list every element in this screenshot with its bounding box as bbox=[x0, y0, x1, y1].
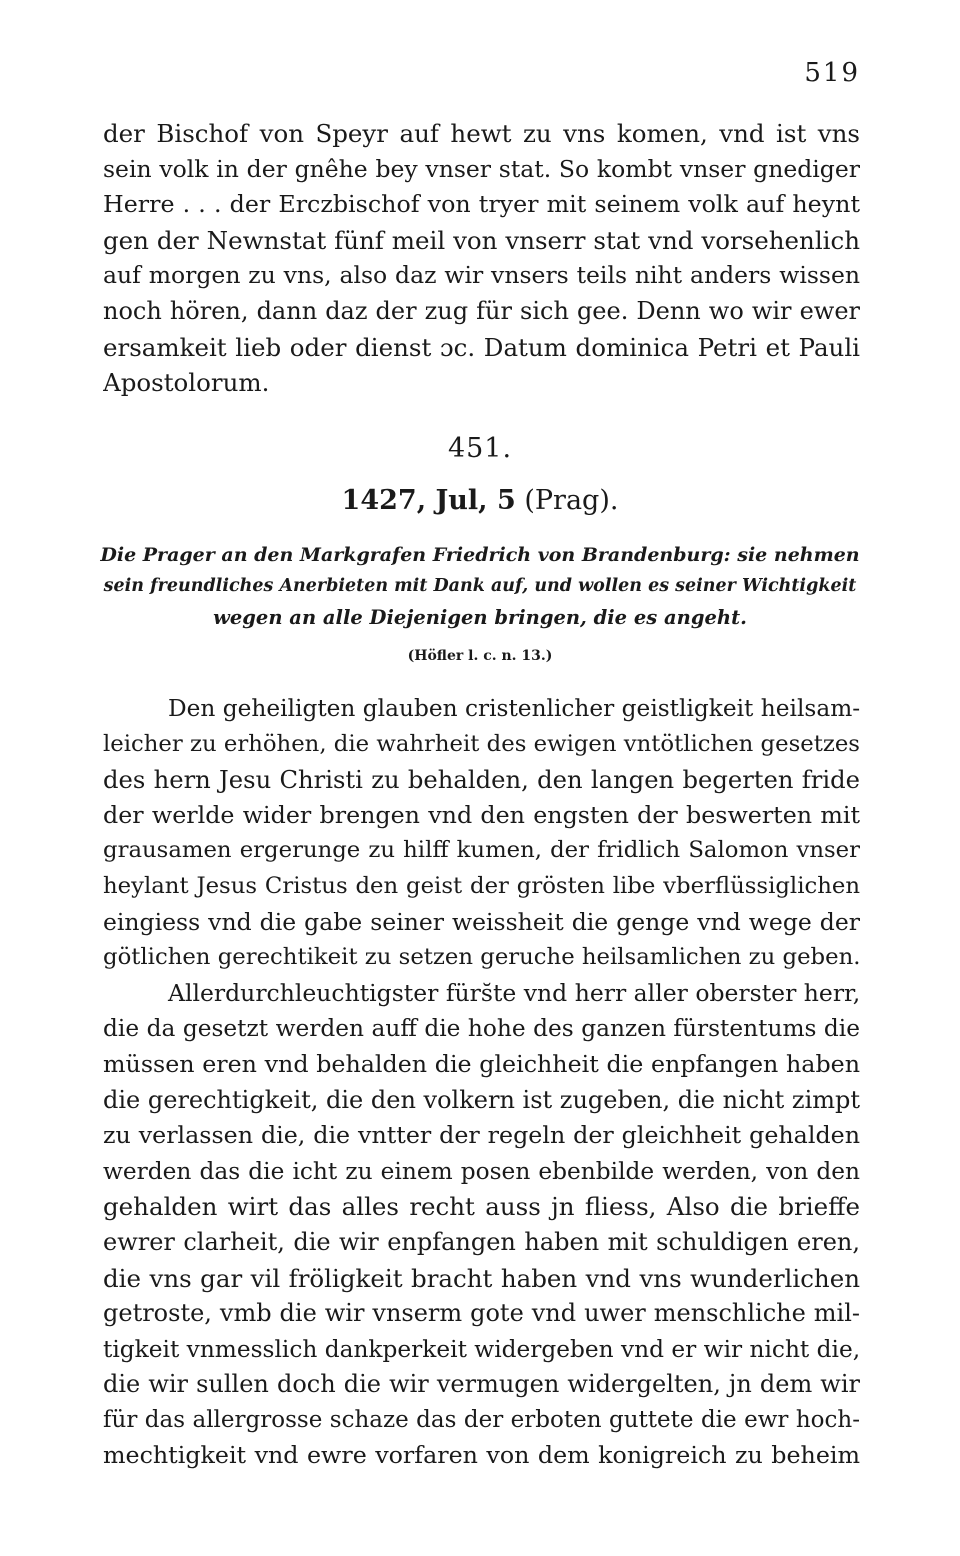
document-body bbox=[103, 691, 860, 1474]
text-line: der werlde wider brengen vnd den engsten der beswerten mit bbox=[103, 800, 860, 829]
document-summary bbox=[100, 540, 860, 633]
summary-line: wegen an alle Diejenigen bringen, die es angeht. bbox=[213, 606, 747, 629]
text-line: die da gesetzt werden auff die hohe des ganzen fürstentums die bbox=[103, 1015, 860, 1043]
text-line: sein volk in der gnêhe bey vnser stat. So kombt vnser gnediger bbox=[103, 154, 860, 183]
text-line: für das allergrosse schaze das der erboten guttete die ewr hoch- bbox=[103, 1406, 860, 1433]
text-line: zu verlassen die, die vntter der regeln der gleichheit gehalden bbox=[103, 1121, 860, 1150]
document-number: 451. bbox=[447, 433, 513, 464]
text-line: der Bischof von Speyr auf hewt zu vns komen, vnd ist vns bbox=[103, 119, 860, 148]
text-line: ersamkeit lieb oder dienst ɔc. Datum dominica Petri et Pauli bbox=[103, 332, 860, 362]
previous-document-ending bbox=[103, 116, 860, 401]
text-line: Herre . . . der Erczbischof von tryer mit seinem volk auf heynt bbox=[103, 190, 860, 219]
document-date-value: 1427, Jul, 5 bbox=[341, 485, 516, 516]
text-line: noch hören, dann daz der zug für sich gee. Denn wo wir ewer bbox=[103, 296, 860, 325]
document-place: (Prag). bbox=[524, 485, 619, 516]
text-line: des hern Jesu Christi zu behalden, den langen begerten fride bbox=[103, 765, 860, 795]
text-line: gehalden wirt das alles recht auss jn fliess, Also die brieffe bbox=[103, 1192, 860, 1222]
document-date bbox=[0, 485, 960, 516]
text-line: götlichen gerechtikeit zu setzen geruche heilsamlichen zu geben. bbox=[103, 944, 860, 971]
text-line: getroste, vmb die wir vnserm gote vnd uwer menschliche mil- bbox=[103, 1299, 860, 1328]
text-line: Apostolorum. bbox=[103, 368, 270, 398]
text-line: müssen eren vnd behalden die gleichheit die enpfangen haben bbox=[103, 1049, 860, 1078]
text-line: Allerdurchleuchtigster fürs̆te vnd herr aller oberster herr, bbox=[168, 978, 860, 1007]
summary-line: Die Prager an den Markgrafen Friedrich von Brandenburg: sie nehmen bbox=[100, 544, 860, 566]
text-line: grausamen ergerunge zu hilff kumen, der fridlich Salomon vnser bbox=[103, 837, 860, 864]
text-line: Den geheiligten glauben cristenlicher geistligkeit heilsam- bbox=[168, 695, 860, 722]
text-line: leicher zu erhöhen, die wahrheit des ewigen vntötlichen gesetzes bbox=[103, 730, 860, 757]
source-reference: (Höfler l. c. n. 13.) bbox=[407, 648, 553, 664]
text-line: werden das die icht zu einem posen ebenbilde werden, von den bbox=[103, 1157, 860, 1185]
text-line: ewrer clarheit, die wir enpfangen haben mit schuldigen eren, bbox=[103, 1227, 860, 1256]
text-line: tigkeit vnmesslich dankperkeit widergeben vnd er wir nicht die, bbox=[103, 1335, 860, 1363]
text-line: die gerechtigkeit, die den volkern ist zugeben, die nicht zimpt bbox=[103, 1085, 860, 1114]
summary-line: sein freundliches Anerbieten mit Dank auf, und wollen es seiner Wichtigkeit bbox=[103, 576, 857, 596]
text-line: heylant Jesus Cristus den geist der grösten libe vberflüssiglichen bbox=[103, 872, 860, 899]
text-line: eingiess vnd die gabe seiner weissheit die genge vnd wege der bbox=[103, 907, 860, 936]
text-line: mechtigkeit vnd ewre vorfaren von dem konigreich zu beheim bbox=[103, 1441, 860, 1470]
page-number: 519 bbox=[804, 58, 860, 88]
text-line: auf morgen zu vns, also daz wir vnsers teils niht anders wissen bbox=[103, 261, 860, 290]
text-line: gen der Newnstat fünf meil von vnserr stat vnd vorsehenlich bbox=[103, 225, 860, 255]
text-line: die wir sullen doch die wir vermugen widergelten, jn dem wir bbox=[103, 1370, 860, 1399]
text-line: die vns gar vil fröligkeit bracht haben vnd vns wunderlichen bbox=[103, 1263, 860, 1293]
